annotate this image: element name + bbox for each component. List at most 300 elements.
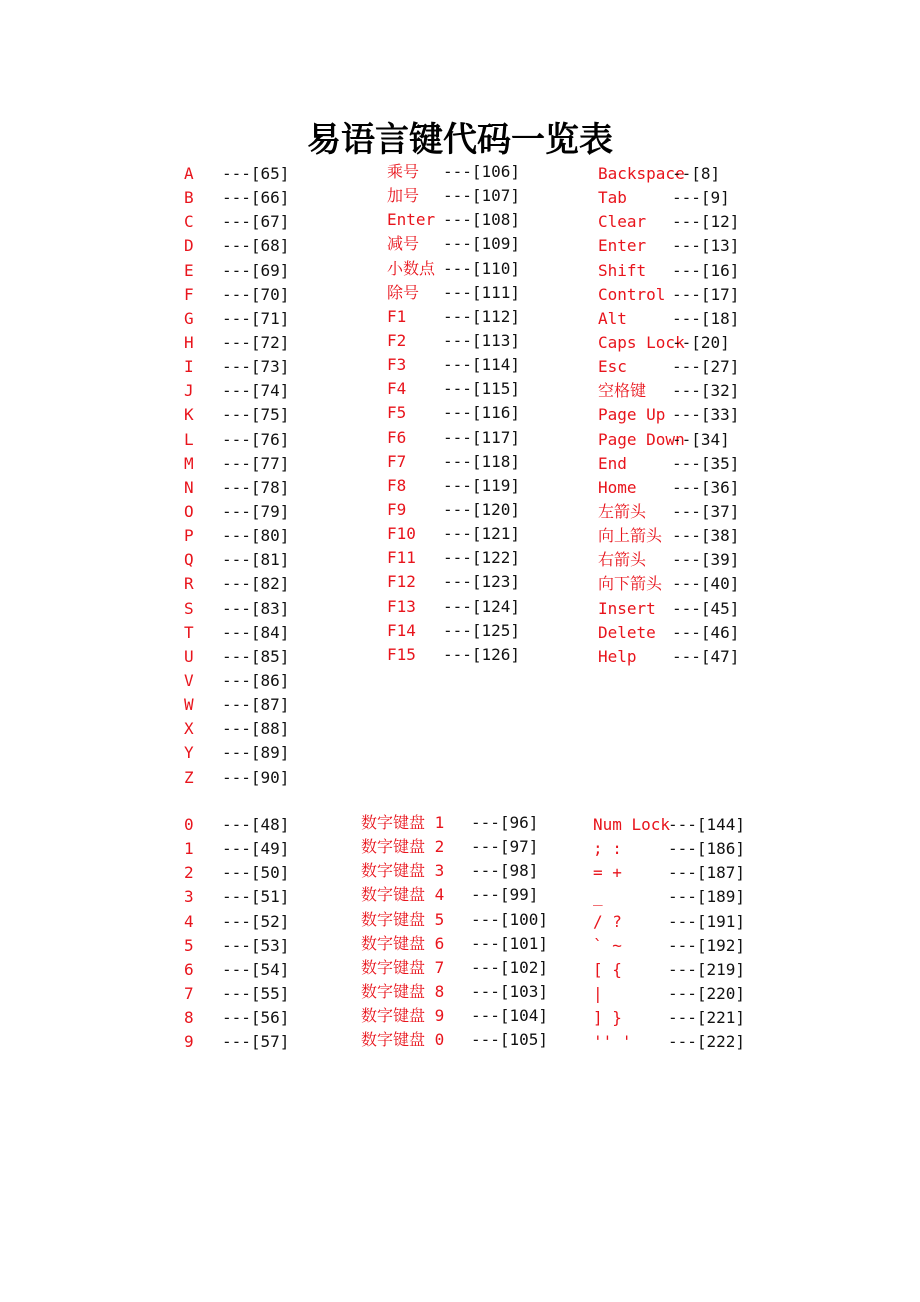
key-name: Caps Lock [598,332,685,352]
key-name: Home [598,477,637,497]
key-name: 数字键盘 4 [361,885,445,905]
key-code-row [387,522,520,546]
key-name: Y [184,743,194,763]
key-code-row [184,597,289,621]
key-name: 向下箭头 [598,574,663,594]
key-code-row [387,643,520,667]
key-code-row [361,908,548,932]
key-code: ---[56] [222,1008,290,1028]
key-name: F7 [387,451,407,471]
key-name: 7 [184,983,194,1003]
key-name: Shift [598,260,647,280]
key-name: N [184,477,194,497]
key-code: ---[32] [672,381,740,401]
key-name: Page Down [598,429,685,449]
key-name: Clear [598,212,647,232]
key-code-row [387,160,520,184]
key-code: ---[110] [443,258,521,278]
key-name: U [184,646,194,666]
key-code: ---[101] [471,933,549,953]
key-name: B [184,188,194,208]
key-code-row [593,910,745,934]
key-code: ---[99] [471,885,539,905]
key-code: ---[219] [668,959,746,979]
key-code: ---[124] [443,596,521,616]
key-code: ---[112] [443,306,521,326]
key-code: ---[45] [672,598,740,618]
key-code-row [184,379,289,403]
key-code-row [361,859,548,883]
key-code-row [598,524,739,548]
key-name: 数字键盘 6 [361,933,445,953]
key-code: ---[189] [668,887,746,907]
key-code-row [598,331,739,355]
key-name: 左箭头 [598,501,647,521]
key-name: F2 [387,330,407,350]
key-code: ---[76] [222,429,290,449]
key-code-row [387,184,520,208]
function-keys-column [387,160,520,667]
key-name: 数字键盘 9 [361,1006,445,1026]
key-code-row [184,234,289,258]
key-name: L [184,429,194,449]
key-name: / ? [593,911,622,931]
key-code-row [184,766,289,790]
key-code-row [598,645,739,669]
key-code: ---[104] [471,1006,549,1026]
key-code: ---[89] [222,743,290,763]
key-code-row [184,162,289,186]
key-name: F15 [387,644,416,664]
key-code: ---[114] [443,355,521,375]
key-code-row [387,570,520,594]
key-code: ---[57] [222,1032,290,1052]
key-code-row [184,500,289,524]
key-name: 数字键盘 7 [361,957,445,977]
key-code-row [184,861,289,885]
key-code: ---[111] [443,282,521,302]
key-code: ---[221] [668,1008,746,1028]
digits-column [184,813,289,1054]
control-keys-column [598,162,739,669]
key-code-row [598,403,739,427]
key-code-row [593,934,745,958]
key-code: ---[70] [222,284,290,304]
key-code: ---[69] [222,260,290,280]
key-code: ---[39] [672,550,740,570]
key-name: W [184,695,194,715]
key-code: ---[35] [672,453,740,473]
key-code: ---[84] [222,622,290,642]
key-name: 数字键盘 3 [361,861,445,881]
key-code-row [184,813,289,837]
key-name: Enter [387,210,436,230]
key-name: | [593,983,603,1003]
key-code-row [598,162,739,186]
key-code-row [184,476,289,500]
key-name: O [184,501,194,521]
key-code-row [184,403,289,427]
key-code: ---[72] [222,332,290,352]
key-code-row [387,208,520,232]
key-name: ; : [593,839,622,859]
key-name: M [184,453,194,473]
key-name: Enter [598,236,647,256]
key-code: ---[98] [471,861,539,881]
key-code-row [593,1006,745,1030]
key-code-row [184,572,289,596]
key-code: ---[77] [222,453,290,473]
key-code-row [361,1004,548,1028]
key-code-row [598,259,739,283]
key-code-row [598,234,739,258]
key-name: 1 [184,839,194,859]
key-code-row [387,546,520,570]
key-name: F14 [387,620,416,640]
key-code: ---[46] [672,622,740,642]
key-code-row [598,210,739,234]
key-code: ---[79] [222,501,290,521]
key-code-row [361,811,548,835]
key-code: ---[55] [222,983,290,1003]
key-code: ---[47] [672,646,740,666]
key-name: F11 [387,548,416,568]
key-code: ---[126] [443,644,521,664]
key-code: ---[86] [222,670,290,690]
key-code: ---[105] [471,1030,549,1050]
key-name: 数字键盘 5 [361,909,445,929]
key-name: S [184,598,194,618]
key-name: 向上箭头 [598,526,663,546]
key-code: ---[144] [668,815,746,834]
key-code: ---[103] [471,981,549,1001]
key-code: ---[13] [672,236,740,256]
key-code-row [387,450,520,474]
key-code: ---[12] [672,212,740,232]
key-name: 2 [184,863,194,883]
key-name: 数字键盘 2 [361,837,445,857]
key-code-row [361,883,548,907]
key-code-row [361,1028,548,1052]
key-code-row [184,910,289,934]
key-code: ---[222] [668,1032,746,1052]
key-code-row [593,861,745,885]
key-code: ---[40] [672,574,740,594]
key-code: ---[97] [471,837,539,857]
key-code: --[8] [672,164,721,183]
key-code-row [598,283,739,307]
key-name: 8 [184,1008,194,1028]
key-name: X [184,719,194,739]
key-code-row [387,401,520,425]
key-code-row [184,331,289,355]
key-code: ---[107] [443,186,521,206]
key-code: ---[17] [672,284,740,304]
key-code: ---[16] [672,260,740,280]
key-name: V [184,670,194,690]
key-code-row [184,1030,289,1054]
key-name: 小数点 [387,258,436,278]
key-code: ---[50] [222,863,290,883]
key-code: ---[116] [443,403,521,423]
key-code: ---[102] [471,957,549,977]
key-name: Esc [598,357,627,377]
symbols-column [593,813,745,1054]
key-code-row [184,355,289,379]
key-code-row [598,186,739,210]
key-code: ---[82] [222,574,290,594]
key-code: ---[90] [222,767,290,787]
key-name: Help [598,646,637,666]
key-code-row [184,307,289,331]
key-code: ---[85] [222,646,290,666]
key-name: 加号 [387,186,420,206]
letters-column [184,162,289,790]
key-code-row [593,982,745,1006]
key-code-row [387,474,520,498]
key-code: ---[53] [222,935,290,955]
key-name: 空格键 [598,381,647,401]
key-code-row [184,1006,289,1030]
key-code: ---[65] [222,164,290,183]
key-name: 6 [184,959,194,979]
key-name: 4 [184,911,194,931]
key-name: 右箭头 [598,550,647,570]
key-name: I [184,357,194,377]
key-code: ---[117] [443,427,521,447]
key-code: ---[100] [471,909,549,929]
key-code: ---[18] [672,308,740,328]
key-code: ---[109] [443,234,521,254]
key-code-row [184,958,289,982]
key-name: F1 [387,306,407,326]
key-name: Page Up [598,405,666,425]
key-name: T [184,622,194,642]
key-code: ---[186] [668,839,746,859]
key-name: '' ' [593,1032,632,1052]
key-name: Delete [598,622,656,642]
key-name: ] } [593,1008,622,1028]
page-title: 易语言键代码一览表 [307,120,613,160]
key-code: ---[83] [222,598,290,618]
key-name: 数字键盘 8 [361,981,445,1001]
key-code-row [184,186,289,210]
key-name: F8 [387,475,407,495]
key-code-row [387,426,520,450]
key-name: Q [184,550,194,570]
key-name: Alt [598,308,627,328]
key-code: ---[49] [222,839,290,859]
key-code-row [598,621,739,645]
key-name: Backspace [598,164,685,183]
key-code-row [598,500,739,524]
key-code-row [184,645,289,669]
key-code-row [593,837,745,861]
key-name: 5 [184,935,194,955]
key-code: ---[119] [443,475,521,495]
key-code-row [387,281,520,305]
key-code-row [593,1030,745,1054]
key-code: ---[121] [443,524,521,544]
key-name: F [184,284,194,304]
key-code: ---[113] [443,330,521,350]
key-code-row [184,621,289,645]
numpad-column [361,811,548,1052]
key-name: K [184,405,194,425]
key-code-row [593,958,745,982]
key-code-row [387,377,520,401]
key-code-row [593,885,745,909]
key-name: F4 [387,379,407,399]
key-name: F3 [387,355,407,375]
key-code: ---[87] [222,695,290,715]
key-code: ---[125] [443,620,521,640]
key-name: 0 [184,815,194,834]
key-code-row [387,595,520,619]
key-code-row [184,837,289,861]
key-code-row [184,259,289,283]
key-name: 3 [184,887,194,907]
key-code: ---[36] [672,477,740,497]
key-name: Num Lock [593,815,671,834]
key-code-row [387,498,520,522]
key-code: ---[81] [222,550,290,570]
key-name: 9 [184,1032,194,1052]
key-code-row [184,885,289,909]
key-code: --[20] [672,332,730,352]
key-name: G [184,308,194,328]
key-code: ---[108] [443,210,521,230]
key-code-row [598,548,739,572]
key-name: Tab [598,188,627,208]
key-code-row [361,835,548,859]
key-code: ---[52] [222,911,290,931]
key-code: ---[67] [222,212,290,232]
key-code-row [387,257,520,281]
key-code-row [184,982,289,1006]
key-code-row [387,619,520,643]
key-code-row [598,379,739,403]
key-code-row [184,283,289,307]
key-code: ---[88] [222,719,290,739]
key-code: ---[78] [222,477,290,497]
key-code-row [184,717,289,741]
key-code: ---[74] [222,381,290,401]
key-name: E [184,260,194,280]
key-code-row [598,355,739,379]
key-code: ---[96] [471,813,539,832]
key-name: Control [598,284,666,304]
key-code: --[34] [672,429,730,449]
key-code-row [598,307,739,331]
key-name: R [184,574,194,594]
key-code: ---[71] [222,308,290,328]
key-code-row [598,428,739,452]
key-name: 数字键盘 1 [361,813,445,832]
key-code-row [184,210,289,234]
key-code: ---[68] [222,236,290,256]
key-code: ---[27] [672,357,740,377]
key-name: D [184,236,194,256]
key-code-row [598,452,739,476]
key-code: ---[9] [672,188,730,208]
key-name: C [184,212,194,232]
key-code: ---[51] [222,887,290,907]
key-code-row [184,452,289,476]
key-name: H [184,332,194,352]
key-code: ---[33] [672,405,740,425]
key-code: ---[66] [222,188,290,208]
key-code-row [598,476,739,500]
key-name: 除号 [387,282,420,302]
key-name: 减号 [387,234,420,254]
key-code: ---[118] [443,451,521,471]
key-code: ---[54] [222,959,290,979]
key-code: ---[192] [668,935,746,955]
key-name: J [184,381,194,401]
key-code-row [361,956,548,980]
key-name: F9 [387,499,407,519]
key-code: ---[37] [672,501,740,521]
key-code: ---[123] [443,572,521,592]
key-name: End [598,453,627,473]
key-name: A [184,164,194,183]
key-code-row [184,428,289,452]
key-code-row [387,329,520,353]
key-code-row [593,813,745,837]
key-code-row [184,669,289,693]
key-code-row [184,524,289,548]
key-code-row [184,741,289,765]
key-code: ---[115] [443,379,521,399]
key-code-row [387,305,520,329]
key-name: 数字键盘 0 [361,1030,445,1050]
key-code-row [361,932,548,956]
key-code-row [598,597,739,621]
key-name: F5 [387,403,407,423]
key-code: ---[73] [222,357,290,377]
key-name: F12 [387,572,416,592]
key-code: ---[38] [672,526,740,546]
key-code: ---[48] [222,815,290,834]
key-code-row [387,353,520,377]
key-code: ---[191] [668,911,746,931]
key-name: [ { [593,959,622,979]
key-name: ` ~ [593,935,622,955]
key-name: _ [593,887,603,907]
key-code: ---[122] [443,548,521,568]
key-code: ---[120] [443,499,521,519]
key-code-row [361,980,548,1004]
key-code-row [184,548,289,572]
key-code: ---[80] [222,526,290,546]
key-code-row [184,934,289,958]
key-code: ---[75] [222,405,290,425]
key-code: ---[187] [668,863,746,883]
key-code-row [184,693,289,717]
key-name: F10 [387,524,416,544]
key-code-row [598,572,739,596]
key-code: ---[220] [668,983,746,1003]
key-name: Insert [598,598,656,618]
key-name: F6 [387,427,407,447]
key-name: 乘号 [387,162,420,181]
key-code: ---[106] [443,162,521,181]
key-name: P [184,526,194,546]
key-name: = + [593,863,622,883]
key-name: Z [184,767,194,787]
key-code-row [387,232,520,256]
